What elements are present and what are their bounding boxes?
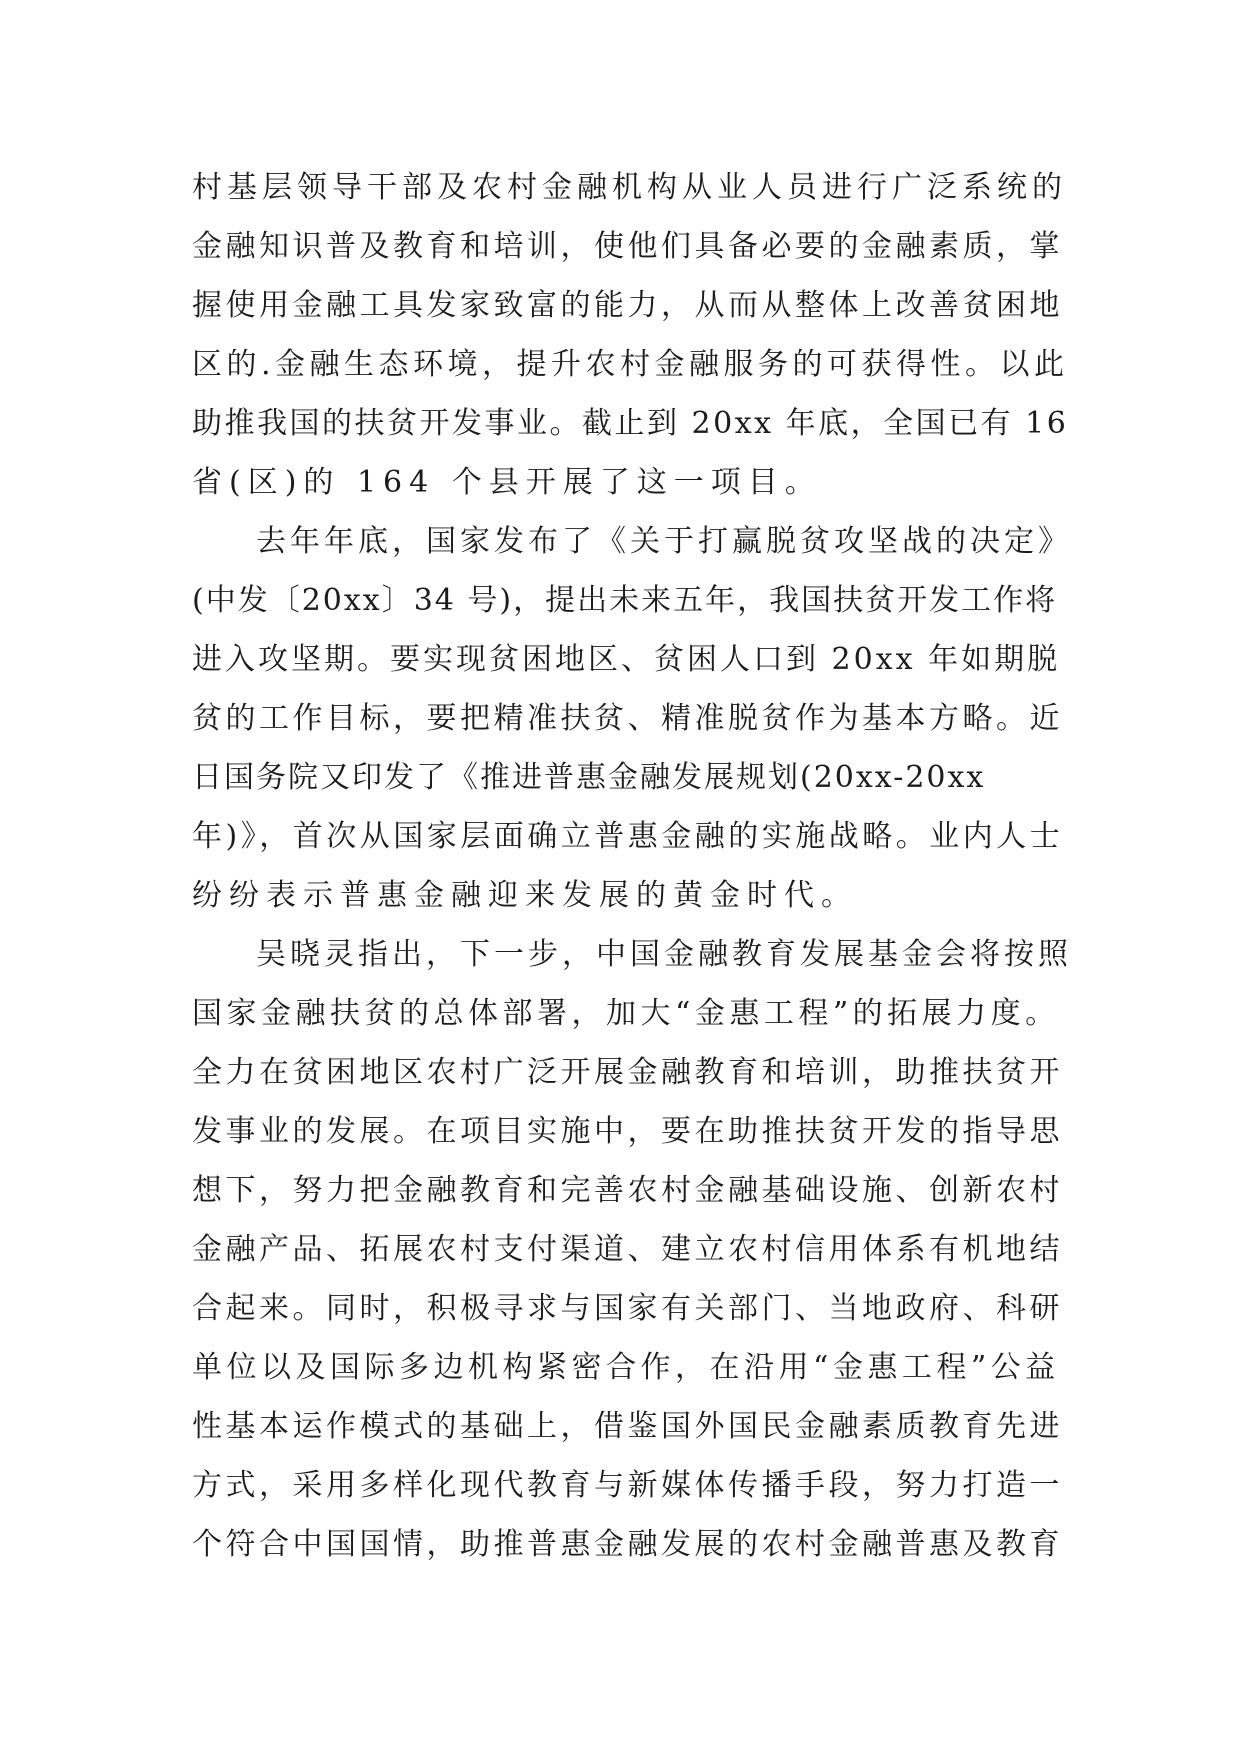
text-line: 区的.金融生态环境，提升农村金融服务的可获得性。以此: [192, 347, 1069, 382]
paragraph-start-line: 吴晓灵指出，下一步，中国金融教育发展基金会将按照: [256, 937, 1072, 972]
text-line: 性基本运作模式的基础上，借鉴国外国民金融素质教育先进: [192, 1409, 1063, 1444]
paragraph-start-line: 去年年底，国家发布了《关于打赢脱贫攻坚战的决定》: [256, 524, 1072, 559]
text-line: 金融产品、拓展农村支付渠道、建立农村信用体系有机地结: [192, 1232, 1063, 1267]
text-line: 进入攻坚期。要实现贫困地区、贫困人口到 20xx 年如期脱: [192, 642, 1061, 677]
body-text: [192, 158, 1072, 1574]
text-line: 全力在贫困地区农村广泛开展金融教育和培训，助推扶贫开: [192, 1055, 1063, 1090]
text-line: 个符合中国国情，助推普惠金融发展的农村金融普惠及教育: [192, 1527, 1063, 1562]
text-line: 贫的工作目标，要把精准扶贫、精准脱贫作为基本方略。近: [192, 701, 1063, 736]
text-line: 年)》，首次从国家层面确立普惠金融的实施战略。业内人士: [192, 819, 1064, 854]
text-line: 单位以及国际多边机构紧密合作，在沿用“金惠工程”公益: [192, 1350, 1060, 1385]
text-line: 握使用金融工具发家致富的能力，从而从整体上改善贫困地: [192, 288, 1063, 323]
text-line: (中发〔20xx〕34 号)，提出未来五年，我国扶贫开发工作将: [192, 583, 1058, 618]
text-line: 方式，采用多样化现代教育与新媒体传播手段，努力打造一: [192, 1468, 1063, 1503]
text-line: 金融知识普及教育和培训，使他们具备必要的金融素质，掌: [192, 229, 1063, 264]
text-line: 发事业的发展。在项目实施中，要在助推扶贫开发的指导思: [192, 1114, 1063, 1149]
text-line: 省(区)的 164 个县开展了这一项目。: [192, 465, 822, 500]
text-line: 助推我国的扶贫开发事业。截止到 20xx 年底，全国已有 16: [192, 406, 1069, 441]
text-line: 想下，努力把金融教育和完善农村金融基础设施、创新农村: [192, 1173, 1063, 1208]
text-line: 纷纷表示普惠金融迎来发展的黄金时代。: [192, 878, 858, 913]
text-line: 村基层领导干部及农村金融机构从业人员进行广泛系统的: [192, 170, 1067, 205]
text-line: 日国务院又印发了《推进普惠金融发展规划(20xx-20xx: [192, 760, 986, 795]
text-line: 合起来。同时，积极寻求与国家有关部门、当地政府、科研: [192, 1291, 1063, 1326]
text-line: 国家金融扶贫的总体部署，加大“金惠工程”的拓展力度。: [192, 996, 1060, 1031]
